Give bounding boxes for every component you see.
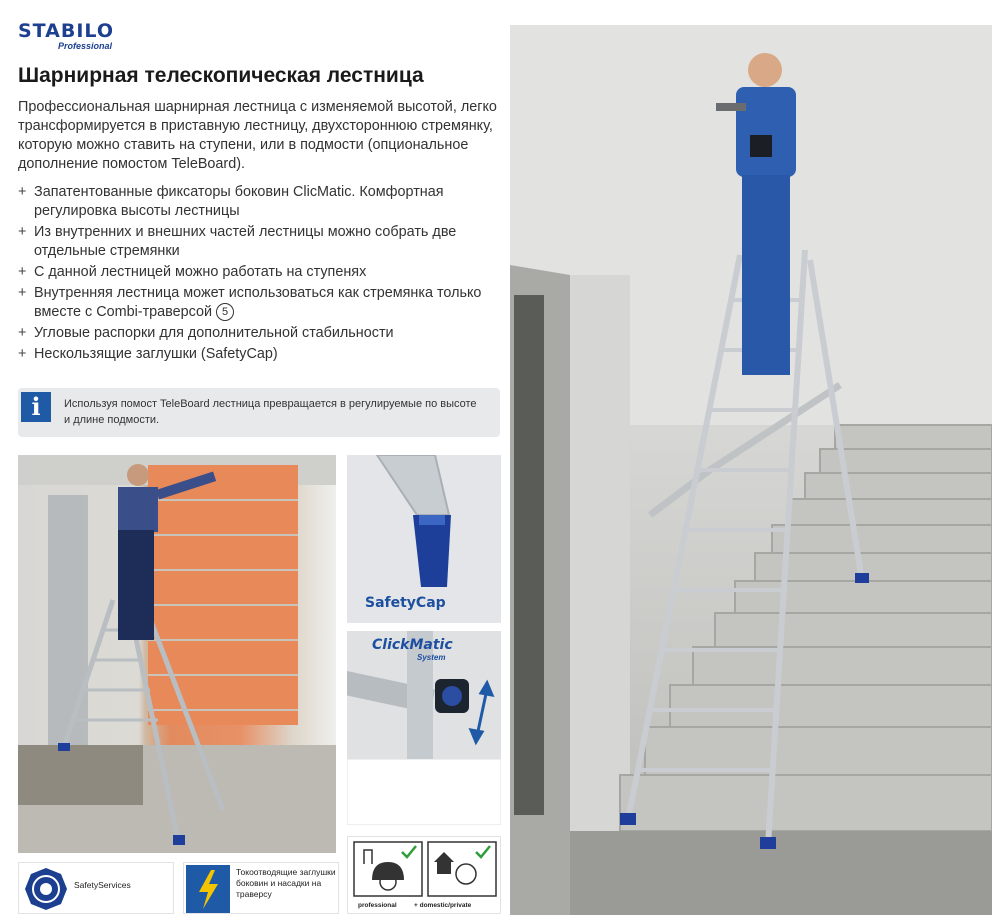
clickmatic-caption: ClickMatic xyxy=(372,637,453,653)
photo-clickmatic-blank xyxy=(347,759,501,825)
domestic-label: + domestic/private xyxy=(414,902,472,909)
feature-text: Угловые распорки для дополнительной стабильности xyxy=(34,325,394,341)
photo-brick-wall-ladder xyxy=(18,455,336,853)
feature-text: Запатентованные фиксаторы боковин ClicMatic. Комфортная регулировка высоты лестницы xyxy=(34,184,444,219)
feature-item xyxy=(18,324,498,343)
feature-text: Внутренняя лестница может использоваться как стремянка только вместе с Combi-траверсой xyxy=(34,285,482,320)
feature-list xyxy=(18,183,498,366)
lightning-icon xyxy=(186,865,230,913)
clickmatic-sub-caption: System xyxy=(417,653,446,662)
brand-name: STABILO xyxy=(18,20,115,42)
photo-clickmatic xyxy=(347,631,501,759)
feature-item xyxy=(18,345,498,364)
photo-safetycap xyxy=(347,455,501,623)
conductive-caps-badge xyxy=(183,862,339,914)
safety-services-label: SafetyServices xyxy=(74,880,131,890)
feature-ref-badge: 5 xyxy=(216,303,234,321)
usage-badge xyxy=(347,836,501,914)
feature-text: С данной лестницей можно работать на ступенях xyxy=(34,264,367,280)
professional-label: professional xyxy=(358,902,397,909)
stairs-ladder-illustration xyxy=(510,25,992,915)
conductive-caps-label: Токоотводящие заглушки боковин и насадки на траверсу xyxy=(236,867,336,899)
safetycap-caption: SafetyCap xyxy=(365,595,446,611)
photo-main-ladder-stairs xyxy=(510,25,992,915)
safety-services-badge xyxy=(18,862,174,914)
brand-logo xyxy=(18,22,148,51)
info-text: Используя помост TeleBoard лестница превращается в регулируемые по высоте и длине подмости. xyxy=(64,398,477,426)
intro-text: Профессиональная шарнирная лестница с изменяемой высотой, легко трансформируется в приставную лестницу, двухстороннюю стремянку, которую можно ставить на ступени, или в подмости (опциональное дополнение помостом TeleBoard). xyxy=(18,99,497,172)
feature-item xyxy=(18,263,498,282)
feature-item xyxy=(18,223,498,261)
brand-sub: Professional xyxy=(58,41,113,51)
usage-icons xyxy=(350,840,500,900)
info-icon: i xyxy=(21,392,51,422)
feature-item xyxy=(18,183,498,221)
feature-text: Из внутренних и внешних частей лестницы можно собрать две отдельные стремянки xyxy=(34,224,457,259)
feature-item xyxy=(18,284,498,322)
info-box xyxy=(18,388,500,437)
page-title: Шарнирная телескопическая лестница xyxy=(18,64,424,87)
safety-services-icon xyxy=(24,867,68,911)
feature-text: Нескользящие заглушки (SafetyCap) xyxy=(34,346,278,362)
brick-wall-illustration xyxy=(18,455,336,853)
